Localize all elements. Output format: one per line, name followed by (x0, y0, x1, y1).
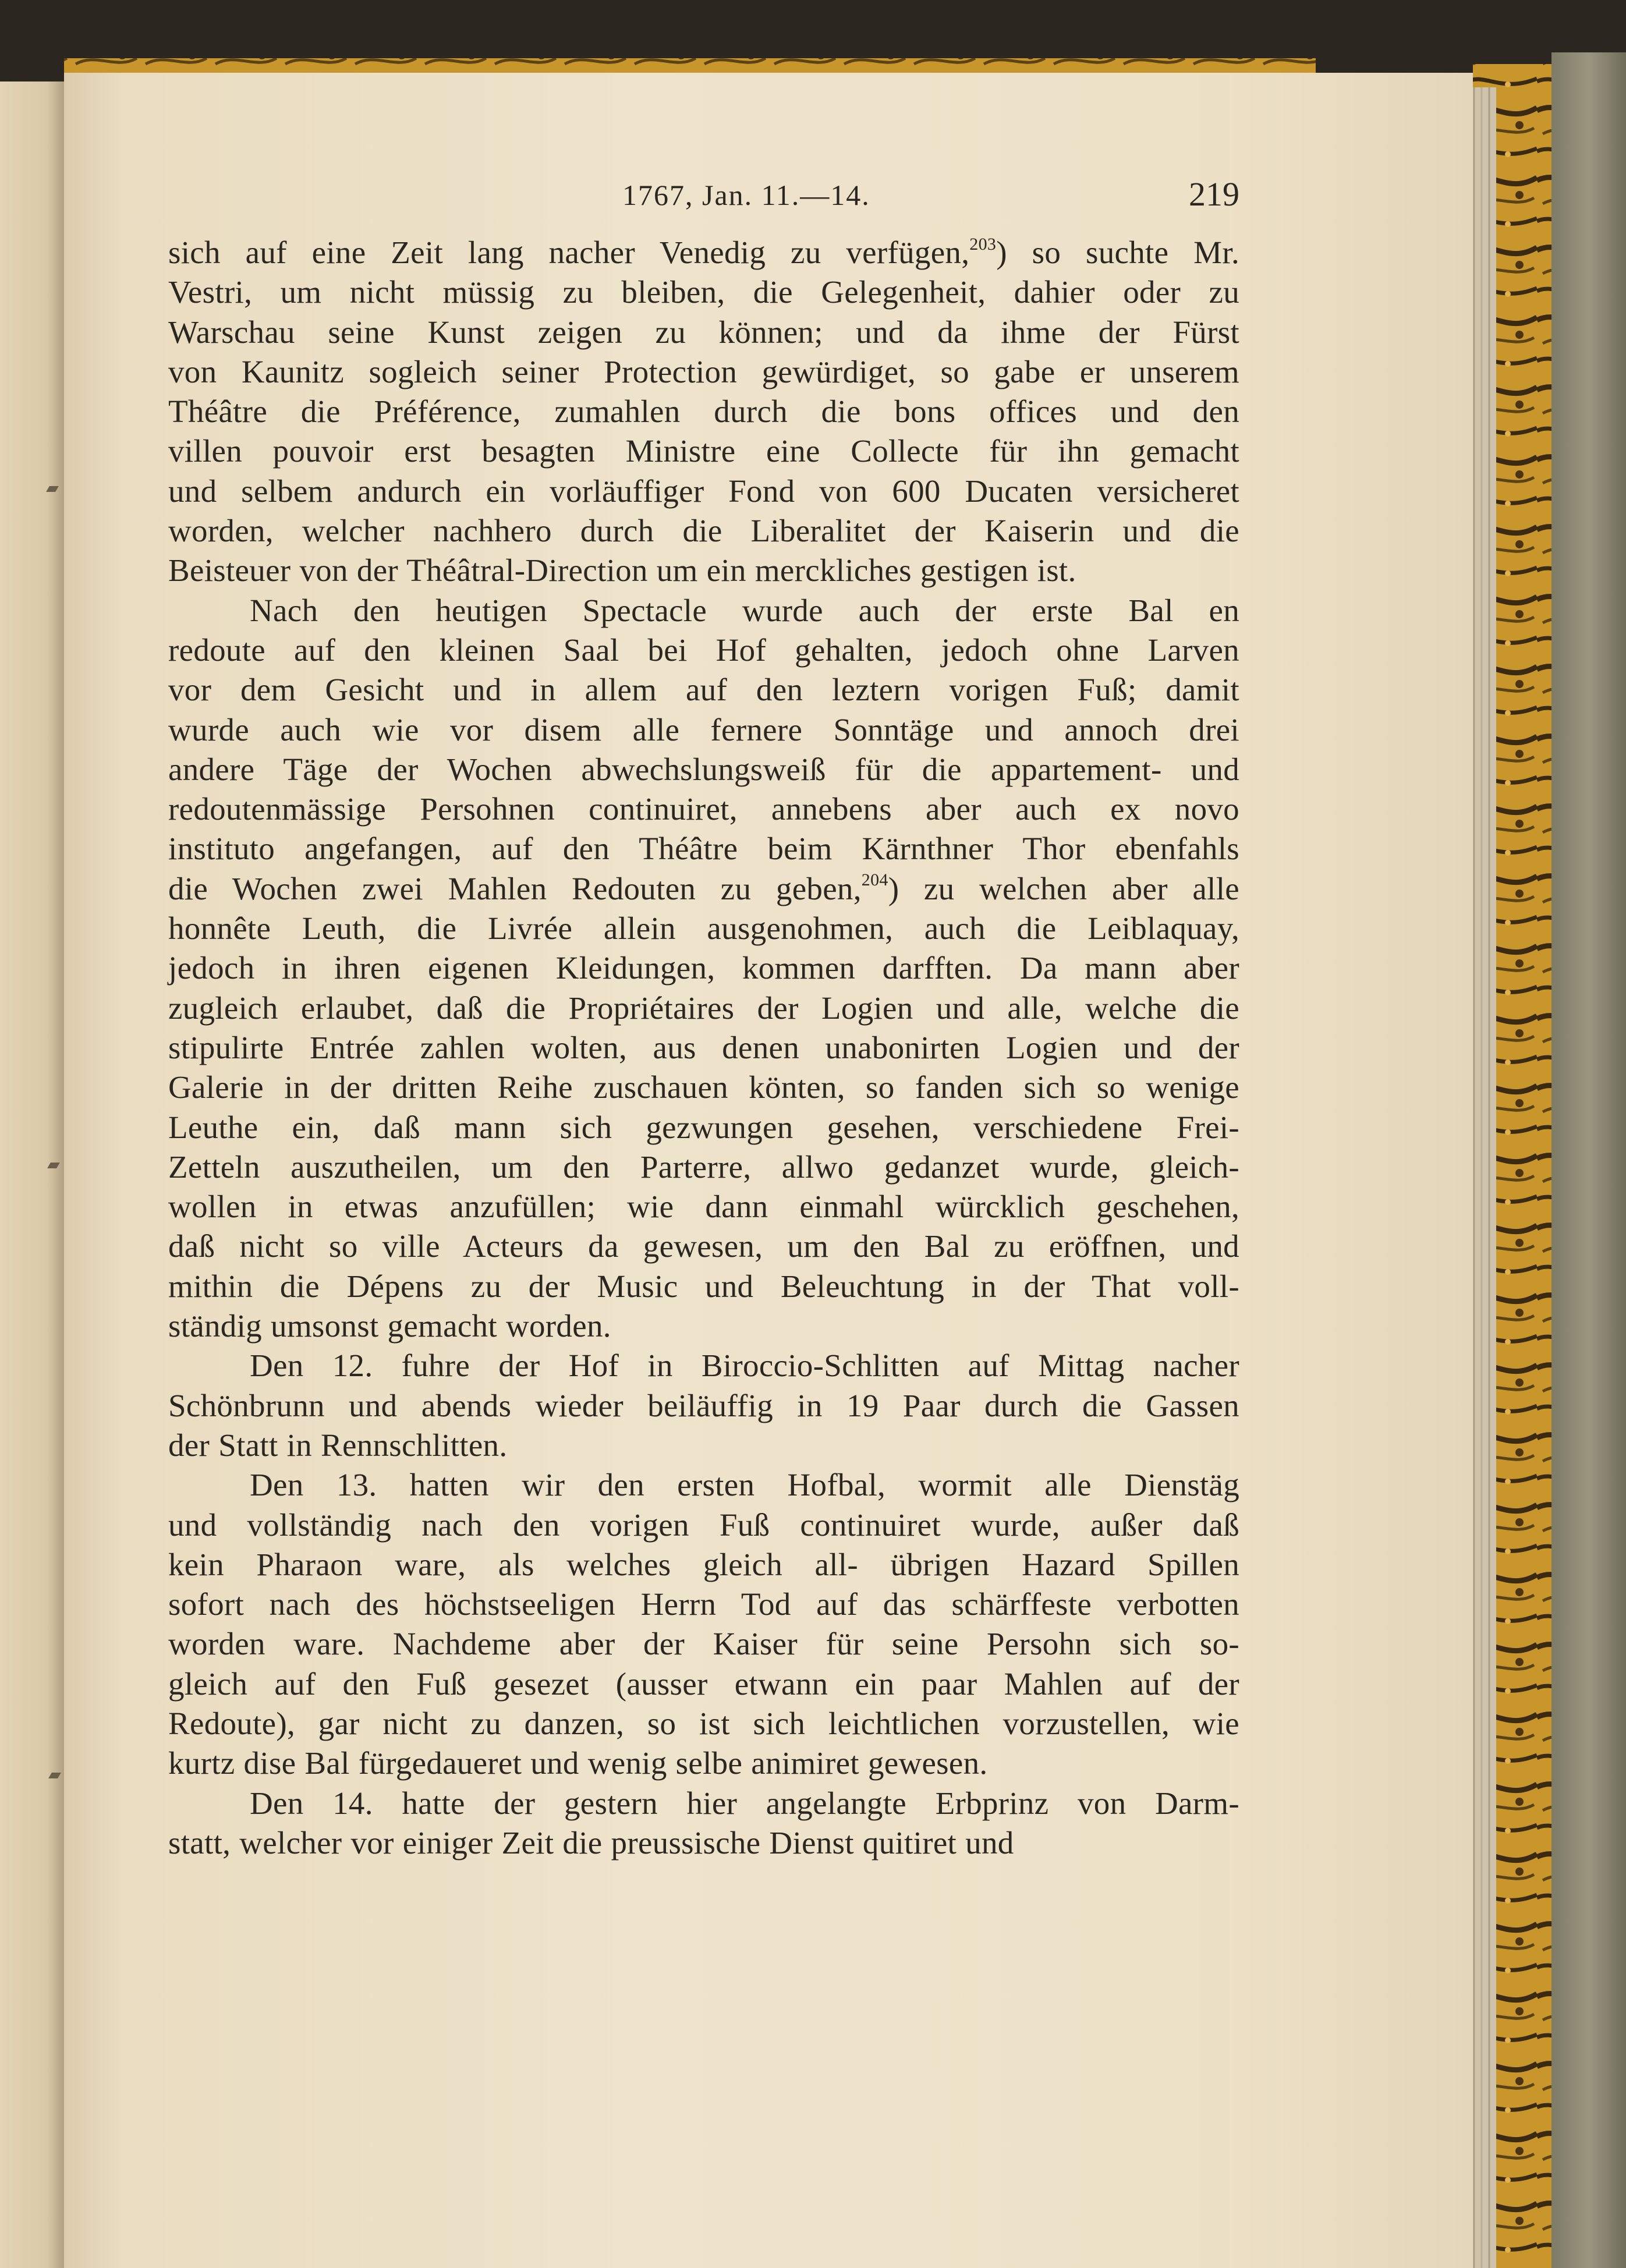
text-fragment: Leuthe ein, daß mann sich gezwungen gesehen, verschiedene Frei- (168, 1109, 1239, 1145)
text-fragment: worden ware. Nachdeme aber der Kaiser für seine Persohn sich so- (168, 1626, 1239, 1662)
text-line (168, 591, 1239, 630)
text-line (168, 1784, 1239, 1823)
text-line (168, 313, 1239, 352)
paragraph (168, 1346, 1239, 1465)
text-fragment: worden, welcher nachhero durch die Liberalitet der Kaiserin und die (168, 513, 1239, 549)
text-line (168, 750, 1239, 789)
text-line (168, 1108, 1239, 1147)
text-line (168, 1743, 1239, 1783)
footnote-reference: 203 (969, 234, 997, 254)
text-line (168, 1664, 1239, 1704)
text-fragment: und selbem andurch ein vorläuffiger Fond von 600 Ducaten versicheret (168, 473, 1239, 509)
text-line (168, 551, 1239, 590)
text-fragment: daß nicht so ville Acteurs da gewesen, um den Bal zu eröffnen, und (168, 1228, 1239, 1264)
text-fragment: ) so suchte Mr. (996, 235, 1239, 270)
paragraph (168, 1465, 1239, 1783)
text-fragment: Den 13. hatten wir den ersten Hofbal, wormit alle Dienstäg (250, 1467, 1239, 1503)
text-line (168, 789, 1239, 829)
text-fragment: instituto angefangen, auf den Théâtre beim Kärnthner Thor ebenfahls (168, 831, 1239, 867)
text-fragment: honnête Leuth, die Livrée allein ausgenohmen, auch die Leiblaquay, (168, 910, 1239, 947)
text-line (168, 1227, 1239, 1266)
text-fragment: Den 12. fuhre der Hof in Biroccio-Schlitten auf Mittag nacher (250, 1348, 1239, 1384)
text-line (168, 1505, 1239, 1545)
text-fragment: villen pouvoir erst besagten Ministre eine Collecte für ihn gemacht (168, 433, 1239, 469)
text-line (168, 1624, 1239, 1664)
text-fragment: Galerie in der dritten Reihe zuschauen könten, so fanden sich so wenige (168, 1069, 1239, 1105)
text-fragment: mithin die Dépens zu der Music und Beleuchtung in der That voll- (168, 1268, 1239, 1304)
text-fragment: wurde auch wie vor disem alle fernere Sonntäge und annoch drei (168, 711, 1239, 747)
text-fragment: Redoute), gar nicht zu danzen, so ist sich leichtlichen vorzustellen, wie (168, 1705, 1239, 1741)
text-line (168, 392, 1239, 431)
text-fragment: Den 14. hatte der gestern hier angelangte Erbprinz von Darm- (250, 1785, 1239, 1821)
text-fragment: die Wochen zwei Mahlen Redouten zu geben, (168, 870, 862, 906)
paragraph (168, 591, 1239, 1346)
text-fragment: redoute auf den kleinen Saal bei Hof gehalten, jedoch ohne Larven (168, 632, 1239, 668)
text-fragment: von Kaunitz sogleich seiner Protection gewürdiget, so gabe er unserem (168, 353, 1239, 389)
text-line (168, 1187, 1239, 1227)
text-fragment: redoutenmässige Persohnen continuiret, annebens aber auch ex novo (168, 791, 1239, 827)
body-text (168, 233, 1239, 1863)
text-fragment: statt, welcher vor einiger Zeit die preussische Dienst quitiret und (168, 1824, 1014, 1861)
text-line (168, 1028, 1239, 1068)
text-line (168, 272, 1239, 312)
text-line (168, 511, 1239, 551)
text-line (168, 1346, 1239, 1385)
text-fragment: wollen in etwas anzufüllen; wie dann einmahl würcklich geschehen, (168, 1189, 1239, 1225)
text-fragment: vor dem Gesicht und in allem auf den leztern vorigen Fuß; damit (168, 672, 1239, 708)
running-title: 1767, Jan. 11.—14. (622, 179, 870, 211)
text-fragment: andere Täge der Wochen abwechslungsweiß für die appartement- und (168, 751, 1239, 787)
text-fragment: kurtz dise Bal fürgedaueret und wenig selbe animiret gewesen. (168, 1745, 988, 1781)
text-fragment: Warschau seine Kunst zeigen zu können; und da ihme der Fürst (168, 314, 1239, 350)
text-line (168, 1823, 1239, 1863)
text-fragment: Nach den heutigen Spectacle wurde auch der erste Bal en (250, 592, 1239, 628)
footnote-reference: 204 (861, 870, 888, 890)
text-line (168, 1465, 1239, 1505)
text-line (168, 869, 1239, 909)
text-fragment: Schönbrunn und abends wieder beiläuffig in 19 Paar durch die Gassen (168, 1387, 1239, 1423)
text-line (168, 1068, 1239, 1107)
text-line (168, 1267, 1239, 1306)
text-line (168, 233, 1239, 272)
text-line (168, 1545, 1239, 1585)
paragraph (168, 233, 1239, 591)
text-line (168, 472, 1239, 511)
text-line (168, 1426, 1239, 1465)
text-fragment: kein Pharaon ware, als welches gleich all- übrigen Hazard Spillen (168, 1546, 1239, 1582)
text-line (168, 1306, 1239, 1346)
text-line (168, 988, 1239, 1028)
text-fragment: ständig umsonst gemacht worden. (168, 1308, 611, 1344)
text-fragment: Beisteuer von der Théâtral-Direction um ein merckliches gestigen ist. (168, 552, 1076, 589)
text-fragment: sich auf eine Zeit lang nacher Venedig zu verfügen, (168, 235, 970, 270)
text-line (168, 710, 1239, 750)
text-fragment: sofort nach des höchstseeligen Herrn Tod auf das schärffeste verbotten (168, 1586, 1239, 1622)
text-line (168, 670, 1239, 710)
text-fragment: und vollständig nach den vorigen Fuß continuiret wurde, außer daß (168, 1507, 1239, 1543)
text-line (168, 431, 1239, 471)
text-line (168, 909, 1239, 948)
text-fragment: ) zu welchen aber alle (888, 870, 1239, 906)
text-fragment: jedoch in ihren eigenen Kleidungen, kommen darfften. Da mann aber (168, 950, 1239, 986)
text-line (168, 1585, 1239, 1624)
text-fragment: stipulirte Entrée zahlen wolten, aus denen unabonirten Logien und der (168, 1029, 1239, 1065)
text-fragment: Théâtre die Préférence, zumahlen durch die bons offices und den (168, 394, 1239, 430)
text-fragment: zugleich erlaubet, daß die Propriétaires der Logien und alle, welche die (168, 990, 1239, 1026)
paragraph (168, 1784, 1239, 1863)
text-line (168, 1147, 1239, 1187)
text-fragment: Vestri, um nicht müssig zu bleiben, die Gelegenheit, dahier oder zu (168, 274, 1239, 310)
text-line (168, 1704, 1239, 1743)
running-head (168, 175, 1239, 221)
text-fragment: der Statt in Rennschlitten. (168, 1427, 508, 1463)
text-line (168, 630, 1239, 670)
text-line (168, 352, 1239, 392)
text-line (168, 829, 1239, 869)
text-line (168, 1386, 1239, 1426)
text-line (168, 948, 1239, 988)
text-fragment: gleich auf den Fuß gesezet (ausser etwann ein paar Mahlen auf der (168, 1665, 1239, 1702)
page-number: 219 (1189, 175, 1239, 213)
text-fragment: Zetteln auszutheilen, um den Parterre, allwo gedanzet wurde, gleich- (168, 1149, 1239, 1185)
